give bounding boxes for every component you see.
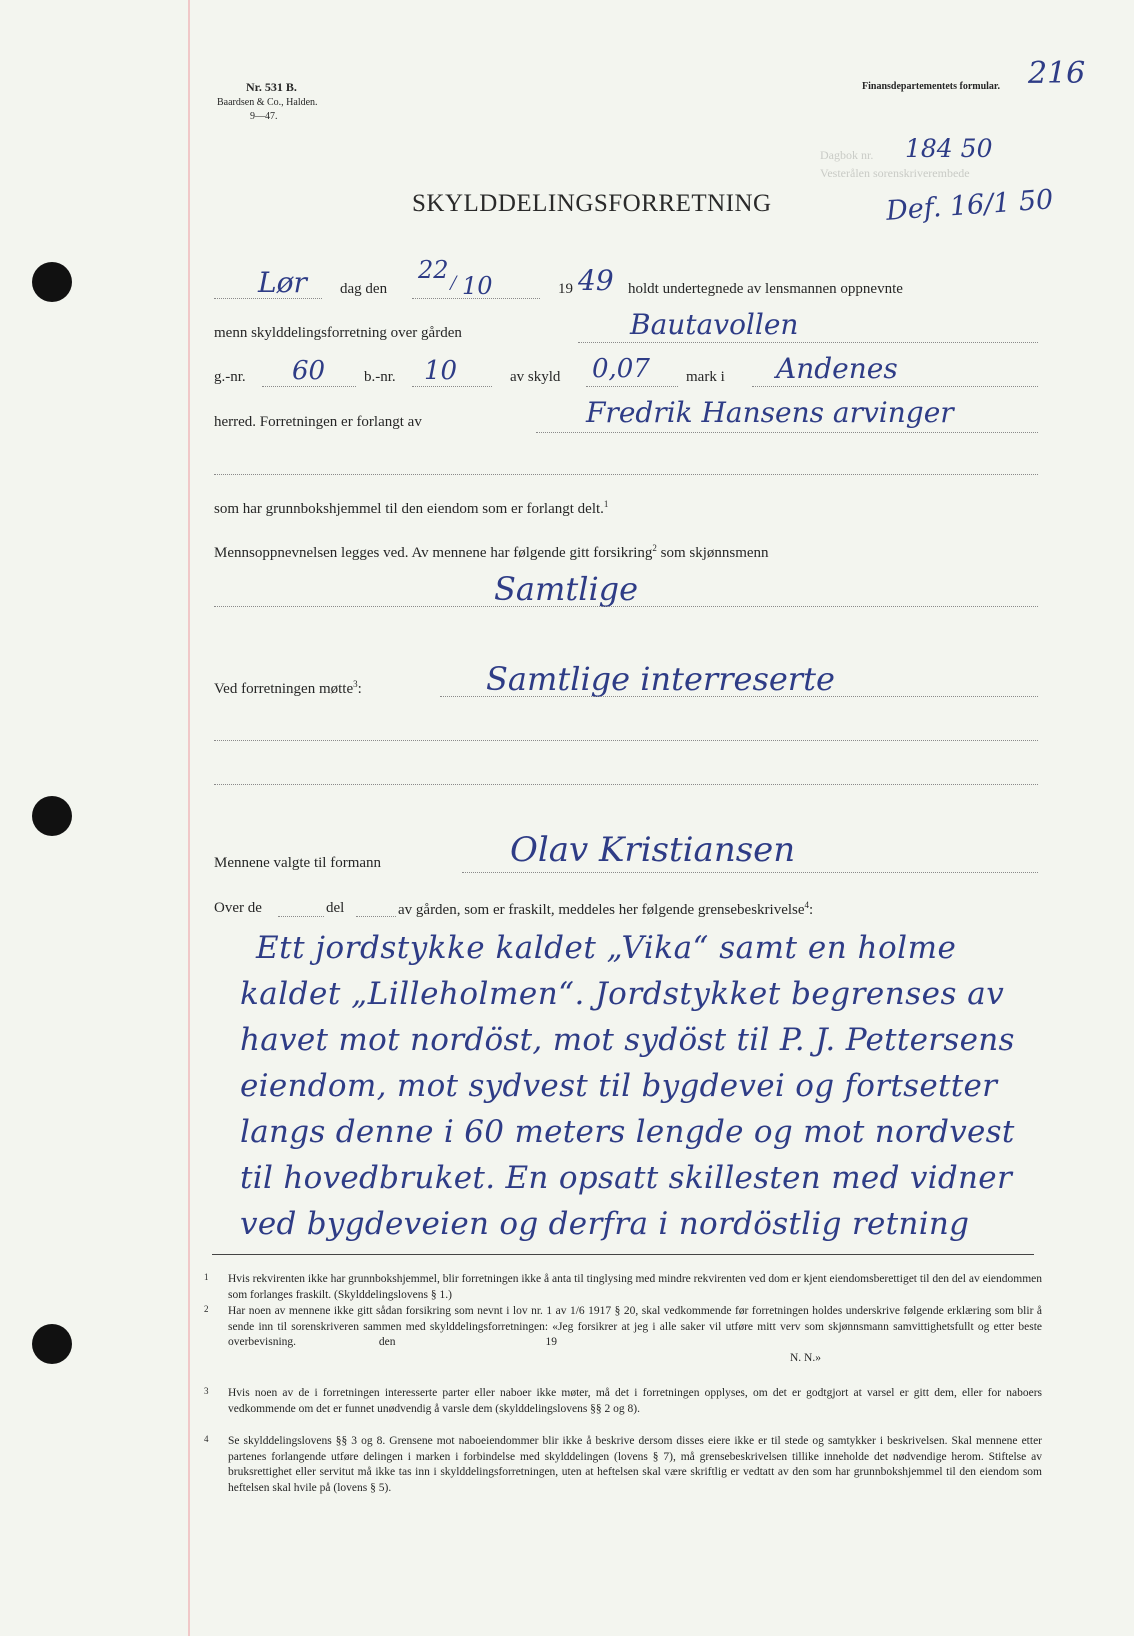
skyld-handwritten: 0,07 — [592, 354, 650, 384]
date-month-handwritten: 10 — [462, 272, 493, 300]
label-grensebeskrivelse: av gården, som er fraskilt, meddeles her følgende grensebeskrivelse$^4$: — [398, 900, 814, 918]
attendees-handwritten: Samtlige interreserte — [486, 660, 835, 698]
boundary-line: Ett jordstykke kaldet „Vika“ samt en holme — [256, 930, 957, 966]
boundary-line: til hovedbruket. En opsatt skillesten med vidner — [240, 1160, 1013, 1196]
boundary-line: havet mot nordöst, mot sydöst til P. J. Pettersens — [240, 1022, 1015, 1058]
fill-line — [536, 432, 1038, 433]
assurance-handwritten: Samtlige — [494, 570, 639, 608]
date-separator: / — [450, 270, 457, 295]
punch-hole — [32, 1324, 72, 1364]
label-over-de: Over de — [214, 900, 262, 916]
registered-date-handwritten: Def. 16/1 50 — [885, 184, 1055, 227]
page-number-handwritten: 216 — [1028, 56, 1086, 91]
bnr-handwritten: 10 — [424, 356, 458, 386]
stamp-office-name: Vesterålen sorenskriverembede — [820, 166, 970, 180]
label-dag-den: dag den — [340, 281, 388, 297]
label-gnr: g.-nr. — [214, 369, 246, 385]
label-holdt: holdt undertegnede av lensmannen oppnevnte — [628, 281, 903, 297]
boundary-line: langs denne i 60 meters lengde og mot nordvest — [240, 1114, 1015, 1150]
fill-line — [278, 916, 324, 917]
boundary-line: ved bygdeveien og derfra i nordöstlig retning — [240, 1206, 970, 1242]
fill-line — [214, 784, 1038, 785]
printer-name: Baardsen & Co., Halden. — [217, 97, 318, 108]
fill-line — [214, 474, 1038, 475]
fill-line — [412, 386, 492, 387]
label-year-prefix: 19 — [558, 281, 573, 297]
label-motte: Ved forretningen møtte$^3$: — [214, 679, 362, 697]
footnote-3: 3 Hvis noen av de i forretningen interesserte parter eller naboer ikke møter, må det i forretningen opplyses, om det er godtgjort at varsel er gitt dem, eller for naboers vedkommende om det er funnet unødvendig å varsle dem (skylddelingslovens §§ 2 og 8). — [204, 1386, 1042, 1415]
fill-line — [356, 916, 396, 917]
stamp-diary-label: Dagbok nr. — [820, 148, 874, 162]
fill-line — [214, 298, 322, 299]
requested-by-handwritten: Fredrik Hansens arvinger — [586, 396, 954, 429]
print-date: 9—47. — [250, 111, 278, 122]
year-handwritten: 49 — [578, 264, 614, 297]
margin-line — [188, 0, 190, 1636]
document-title: SKYLDDELINGSFORRETNING — [412, 190, 772, 217]
farm-name-handwritten: Bautavollen — [630, 308, 799, 341]
label-mennsopp: Mennsoppnevnelsen legges ved. Av mennene har følgende gitt forsikring$^2$ som skjønnsmenn — [214, 543, 769, 561]
weekday-handwritten: Lør — [258, 266, 307, 299]
label-herred: herred. Forretningen er forlangt av — [214, 414, 422, 430]
fill-line — [214, 606, 1038, 607]
boundary-line: eiendom, mot sydvest til bygdevei og fortsetter — [240, 1068, 998, 1104]
footnote-4: 4 Se skylddelingslovens §§ 3 og 8. Grensene mot naboeiendommer blir ikke å beskrive dersom disses eiere ikke er til stede og samtykker i beskrivelsen. Skal mennene etter partenes forlangende utføre delingen i marken i forbindelse med skylddelingen (lovens § 7), må grensebeskrivelsen tillike inneholde det nødvendige herom. Stiftelse av bruksrettighet eller servitut må ikke tas inn i skylddelingsforretningen, uten at heftelsen skal være skriftlig er vedtatt av den som har grunnbokshjemmel til den eiendom som heftelsen skal hvile på (lovens § 5). — [204, 1434, 1042, 1494]
label-bnr: b.-nr. — [364, 369, 396, 385]
chairman-handwritten: Olav Kristiansen — [510, 830, 796, 870]
diary-number-handwritten: 184 50 — [905, 134, 993, 163]
date-day-handwritten: 22 — [418, 256, 449, 284]
fill-line — [578, 342, 1038, 343]
label-formann: Mennene valgte til formann — [214, 855, 382, 871]
form-number: Nr. 531 B. — [246, 80, 297, 94]
municipality-handwritten: Andenes — [776, 352, 898, 385]
label-grunnbok: som har grunnbokshjemmel til den eiendom som er forlangt delt.$^1$ — [214, 499, 609, 517]
fill-line — [462, 872, 1038, 873]
label-skyld: av skyld — [510, 369, 561, 385]
fill-line — [412, 298, 540, 299]
gnr-handwritten: 60 — [292, 356, 326, 386]
fill-line — [214, 740, 1038, 741]
label-mark: mark i — [686, 369, 725, 385]
fill-line — [586, 386, 678, 387]
label-menn: menn skylddelingsforretning over gården — [214, 325, 462, 341]
fill-line — [440, 696, 1038, 697]
ministry-form-label: Finansdepartementets formular. — [862, 81, 1000, 92]
punch-hole — [32, 796, 72, 836]
punch-hole — [32, 262, 72, 302]
fill-line — [262, 386, 356, 387]
label-del: del — [326, 900, 345, 916]
footnote-2: 2 Har noen av mennene ikke gitt sådan forsikring som nevnt i lov nr. 1 av 1/6 1917 § 20, skal vedkommende før forretningen holdes underskrive følgende erklæring som blir å sende inn til sorenskriveren sammen med skylddelingsforretningen: «Jeg forsikrer at jeg i alle saker vil utføre mitt verv som skjønnsmann samvittighetsfullt og etter beste overbevisning. den 19 N. N.» — [204, 1304, 1042, 1364]
fill-line — [752, 386, 1038, 387]
boundary-line: kaldet „Lilleholmen“. Jordstykket begrenses av — [240, 976, 1005, 1012]
footnote-1: 1 Hvis rekvirenten ikke har grunnbokshjemmel, blir forretningen ikke å anta til tinglysing med mindre rekvirenten ved dom er kjent eiendomsberettiget til den del av eiendommen som forlanges fraskilt. (Skylddelingslovens § 1.) — [204, 1272, 1042, 1301]
footnote-separator — [212, 1254, 1034, 1255]
